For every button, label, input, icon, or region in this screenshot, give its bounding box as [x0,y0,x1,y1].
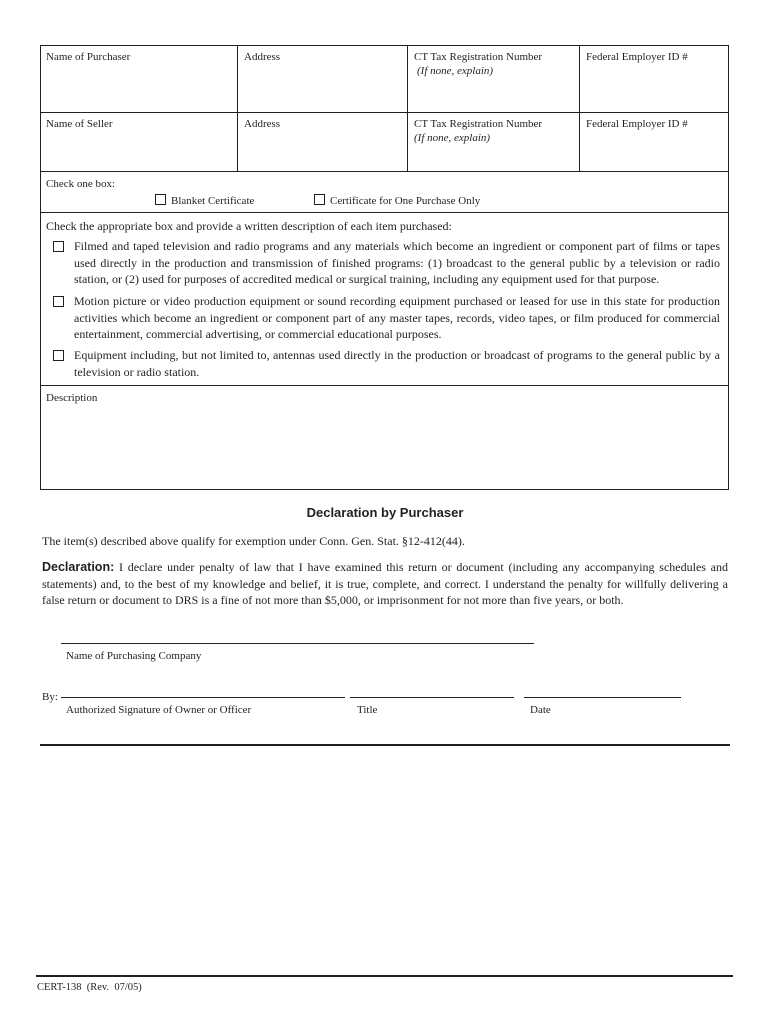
declaration-paragraph [42,559,728,609]
purchaser-name-label: Name of Purchaser [46,51,131,63]
seller-address-field[interactable] [244,117,402,167]
purchaser-ct-tax-field[interactable] [414,50,574,108]
item-1-checkbox[interactable] [53,241,64,252]
item-2-text: Motion picture or video production equipment or sound recording equipment purchased or leased for use in this state for production activities which become an ingredient or component part of any master tapes, records, video tapes, or film produced for commercial entertainment, commercial advertising, or commercial educational purposes. [74,294,720,341]
company-name-label: Name of Purchasing Company [66,650,202,662]
footer-rule [36,975,733,977]
blanket-certificate-checkbox[interactable] [155,194,166,205]
one-purchase-checkbox[interactable] [314,194,325,205]
row-divider [40,212,729,213]
purchaser-name-field[interactable] [46,50,231,108]
exemption-qualify-text: The item(s) described above qualify for exemption under Conn. Gen. Stat. §12-412(44). [42,534,465,548]
row-divider [40,385,729,386]
row-divider [40,171,729,172]
column-divider [237,45,238,172]
section-divider [40,744,730,746]
form-id: CERT-138 (Rev. 07/05) [37,982,142,993]
title-line[interactable] [350,697,514,698]
declaration-heading: Declaration: [42,560,115,574]
purchaser-address-field[interactable] [244,50,402,108]
check-one-label: Check one box: [46,178,116,190]
column-divider [407,45,408,172]
description-label: Description [46,392,98,404]
seller-ct-tax-note: (If none, explain) [414,132,491,144]
item-2-checkbox[interactable] [53,296,64,307]
seller-name-label: Name of Seller [46,118,113,130]
row-divider [40,112,729,113]
seller-fein-field[interactable] [586,117,724,167]
by-label: By: [42,691,58,703]
seller-fein-label: Federal Employer ID # [586,118,688,130]
item-1-text: Filmed and taped television and radio programs and any materials which become an ingredient or component part of films or tapes used directly in the production and transmission of finished programs: (1) broadcast to the general public by a television or radio station, or (2) used for purposes of accredited medical or surgical training, including any equipment used for that purpose. [74,239,720,286]
purchaser-ct-tax-label: CT Tax Registration Number [414,51,543,63]
title-label: Title [357,704,378,716]
date-label: Date [530,704,551,716]
declaration-title: Declaration by Purchaser [306,505,464,520]
company-name-line[interactable] [61,643,534,644]
blanket-certificate-label: Blanket Certificate [171,195,255,207]
seller-name-field[interactable] [46,117,231,167]
officer-signature-label: Authorized Signature of Owner or Officer [66,704,252,716]
items-instruction: Check the appropriate box and provide a written description of each item purchased: [46,219,452,233]
purchaser-fein-label: Federal Employer ID # [586,51,688,63]
seller-ct-tax-label: CT Tax Registration Number [414,118,543,130]
seller-address-label: Address [244,118,281,130]
column-divider [579,45,580,172]
officer-signature-line[interactable] [61,697,345,698]
item-3-checkbox[interactable] [53,350,64,361]
declaration-body: I declare under penalty of law that I have examined this return or document (including any accompanying schedules and statements) and, to the best of my knowledge and belief, it is true, complete, and correct. I understand the penalty for willfully delivering a false return or document to DRS is a fine of not more than $5,000, or imprisonment for not more than five years, or both. [42,560,728,607]
description-field[interactable] [46,391,723,484]
purchaser-ct-tax-note: (If none, explain) [417,65,494,77]
seller-ct-tax-field[interactable] [414,117,574,167]
date-line[interactable] [524,697,681,698]
item-3-text: Equipment including, but not limited to, antennas used directly in the production or broadcast of programs to the general public by a television or radio station. [74,348,720,379]
purchaser-fein-field[interactable] [586,50,724,108]
purchaser-address-label: Address [244,51,281,63]
one-purchase-label: Certificate for One Purchase Only [330,195,481,207]
